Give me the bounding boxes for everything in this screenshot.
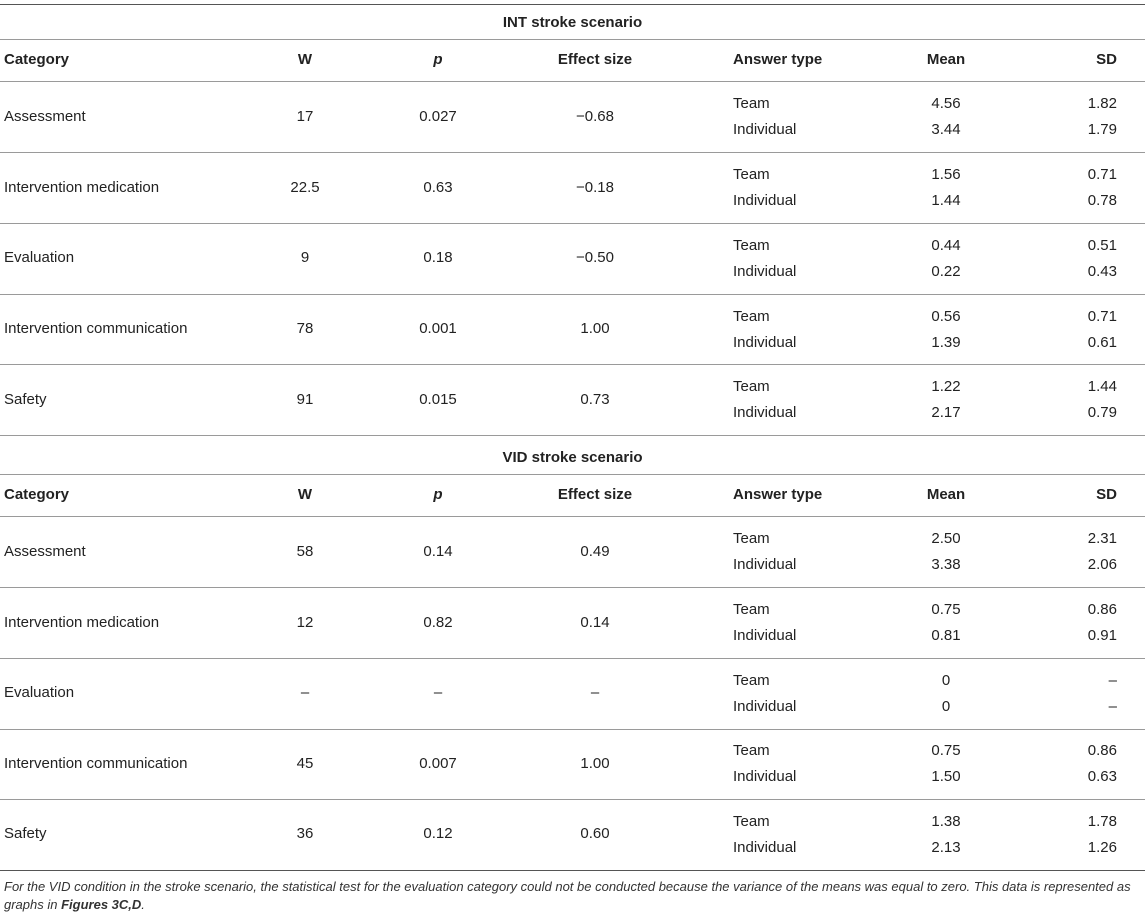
row-p: 0.82	[423, 614, 453, 631]
row-category: Safety	[4, 391, 47, 408]
row-mean-team: 0.44	[931, 237, 961, 254]
footnote-text: For the VID condition in the stroke scenario, the statistical test for the evaluation category could not be conducted because the variance of the means was equal to zero. This data is represented as graphs in	[4, 879, 1131, 912]
row-rule	[0, 729, 1145, 730]
row-mean-individual: 0	[941, 698, 951, 715]
row-answer-team: Team	[733, 530, 770, 547]
footnote-figures-ref: Figures 3C,D	[61, 897, 142, 912]
row-sd-individual: 0.63	[1087, 768, 1117, 785]
row-sd-team: 0.51	[1087, 237, 1117, 254]
row-answer-individual: Individual	[733, 404, 797, 421]
row-p: 0.001	[419, 320, 457, 337]
row-category: Evaluation	[4, 249, 75, 266]
header-rule	[0, 81, 1145, 82]
row-mean-individual: 1.50	[931, 768, 961, 785]
row-answer-team: Team	[733, 813, 770, 830]
row-rule	[0, 223, 1145, 224]
row-w: 36	[296, 825, 314, 842]
row-rule	[0, 799, 1145, 800]
row-answer-team: Team	[733, 601, 770, 618]
row-effect-size: 1.00	[580, 320, 610, 337]
row-answer-individual: Individual	[733, 698, 797, 715]
row-answer-individual: Individual	[733, 556, 797, 573]
row-effect-size: 0.49	[580, 543, 610, 560]
header-mean: Mean	[926, 51, 966, 68]
row-rule	[0, 658, 1145, 659]
row-answer-individual: Individual	[733, 121, 797, 138]
table-top-rule	[0, 4, 1145, 5]
row-mean-team: 1.56	[931, 166, 961, 183]
row-effect-size: 0.14	[580, 614, 610, 631]
header-p: p	[433, 486, 443, 503]
row-effect-size: 0.60	[580, 825, 610, 842]
row-sd-team: 2.31	[1087, 530, 1117, 547]
row-mean-team: 0.75	[931, 601, 961, 618]
row-mean-individual: 2.17	[931, 404, 961, 421]
row-sd-individual: 0.79	[1087, 404, 1117, 421]
header-answer-type: Answer type	[733, 486, 823, 503]
header-sd: SD	[1096, 51, 1117, 68]
row-mean-individual: 1.44	[931, 192, 961, 209]
table-footnote	[4, 878, 1139, 914]
row-category: Intervention communication	[4, 320, 188, 337]
header-effect-size: Effect size	[557, 51, 633, 68]
row-p: 0.007	[419, 755, 457, 772]
row-sd-team: 0.86	[1087, 742, 1117, 759]
row-answer-team: Team	[733, 95, 770, 112]
row-mean-team: 1.38	[931, 813, 961, 830]
row-category: Evaluation	[4, 684, 75, 701]
row-answer-team: Team	[733, 672, 770, 689]
row-mean-individual: 3.38	[931, 556, 961, 573]
row-w: 22.5	[290, 179, 320, 196]
row-effect-size: −0.68	[576, 108, 614, 125]
row-p: 0.14	[423, 543, 453, 560]
row-answer-team: Team	[733, 742, 770, 759]
row-sd-individual: 0.61	[1087, 334, 1117, 351]
row-mean-team: 1.22	[931, 378, 961, 395]
row-mean-team: 0.75	[931, 742, 961, 759]
row-mean-individual: 0.81	[931, 627, 961, 644]
section-title-int: INT stroke scenario	[502, 14, 643, 31]
row-mean-team: 0.56	[931, 308, 961, 325]
row-effect-size: −0.18	[576, 179, 614, 196]
row-sd-individual: 1.26	[1087, 839, 1117, 856]
row-mean-individual: 1.39	[931, 334, 961, 351]
row-mean-individual: 0.22	[931, 263, 961, 280]
header-w: W	[297, 486, 313, 503]
row-category: Intervention medication	[4, 614, 160, 631]
row-w: 12	[296, 614, 314, 631]
row-answer-team: Team	[733, 166, 770, 183]
row-sd-individual: –	[1108, 698, 1117, 715]
row-p: 0.015	[419, 391, 457, 408]
row-sd-team: 1.78	[1087, 813, 1117, 830]
row-rule	[0, 364, 1145, 365]
row-effect-size: −0.50	[576, 249, 614, 266]
row-mean-team: 0	[941, 672, 951, 689]
table-bottom-rule	[0, 870, 1145, 871]
row-answer-team: Team	[733, 308, 770, 325]
row-w: 17	[296, 108, 314, 125]
row-p: –	[433, 684, 443, 701]
row-answer-individual: Individual	[733, 192, 797, 209]
row-sd-individual: 0.91	[1087, 627, 1117, 644]
header-effect-size: Effect size	[557, 486, 633, 503]
header-w: W	[297, 51, 313, 68]
row-answer-team: Team	[733, 237, 770, 254]
row-p: 0.63	[423, 179, 453, 196]
row-sd-team: 1.82	[1087, 95, 1117, 112]
footnote-end: .	[141, 897, 145, 912]
row-category: Assessment	[4, 108, 86, 125]
row-sd-individual: 1.79	[1087, 121, 1117, 138]
row-rule	[0, 294, 1145, 295]
row-p: 0.18	[423, 249, 453, 266]
row-w: 45	[296, 755, 314, 772]
row-mean-team: 2.50	[931, 530, 961, 547]
row-p: 0.12	[423, 825, 453, 842]
row-sd-individual: 2.06	[1087, 556, 1117, 573]
row-answer-individual: Individual	[733, 768, 797, 785]
row-rule	[0, 152, 1145, 153]
section-divider-rule	[0, 435, 1145, 436]
row-category: Safety	[4, 825, 47, 842]
row-sd-team: 0.86	[1087, 601, 1117, 618]
row-w: 58	[296, 543, 314, 560]
row-sd-team: 0.71	[1087, 166, 1117, 183]
row-category: Intervention communication	[4, 755, 188, 772]
row-w: –	[300, 684, 310, 701]
header-sd: SD	[1096, 486, 1117, 503]
section-title-vid: VID stroke scenario	[502, 449, 643, 466]
header-rule	[0, 516, 1145, 517]
row-effect-size: 0.73	[580, 391, 610, 408]
row-answer-individual: Individual	[733, 839, 797, 856]
row-answer-team: Team	[733, 378, 770, 395]
section-rule	[0, 39, 1145, 40]
row-mean-individual: 3.44	[931, 121, 961, 138]
header-category: Category	[4, 486, 70, 503]
row-sd-team: 1.44	[1087, 378, 1117, 395]
row-rule	[0, 587, 1145, 588]
row-w: 9	[300, 249, 310, 266]
row-answer-individual: Individual	[733, 627, 797, 644]
row-answer-individual: Individual	[733, 263, 797, 280]
header-p: p	[433, 51, 443, 68]
row-w: 91	[296, 391, 314, 408]
row-sd-individual: 0.78	[1087, 192, 1117, 209]
row-sd-team: –	[1108, 672, 1117, 689]
row-sd-team: 0.71	[1087, 308, 1117, 325]
header-category: Category	[4, 51, 70, 68]
section-rule	[0, 474, 1145, 475]
row-w: 78	[296, 320, 314, 337]
row-answer-individual: Individual	[733, 334, 797, 351]
row-sd-individual: 0.43	[1087, 263, 1117, 280]
row-category: Intervention medication	[4, 179, 160, 196]
header-mean: Mean	[926, 486, 966, 503]
header-answer-type: Answer type	[733, 51, 823, 68]
row-p: 0.027	[419, 108, 457, 125]
row-category: Assessment	[4, 543, 86, 560]
row-mean-team: 4.56	[931, 95, 961, 112]
row-effect-size: 1.00	[580, 755, 610, 772]
row-effect-size: –	[590, 684, 600, 701]
row-mean-individual: 2.13	[931, 839, 961, 856]
